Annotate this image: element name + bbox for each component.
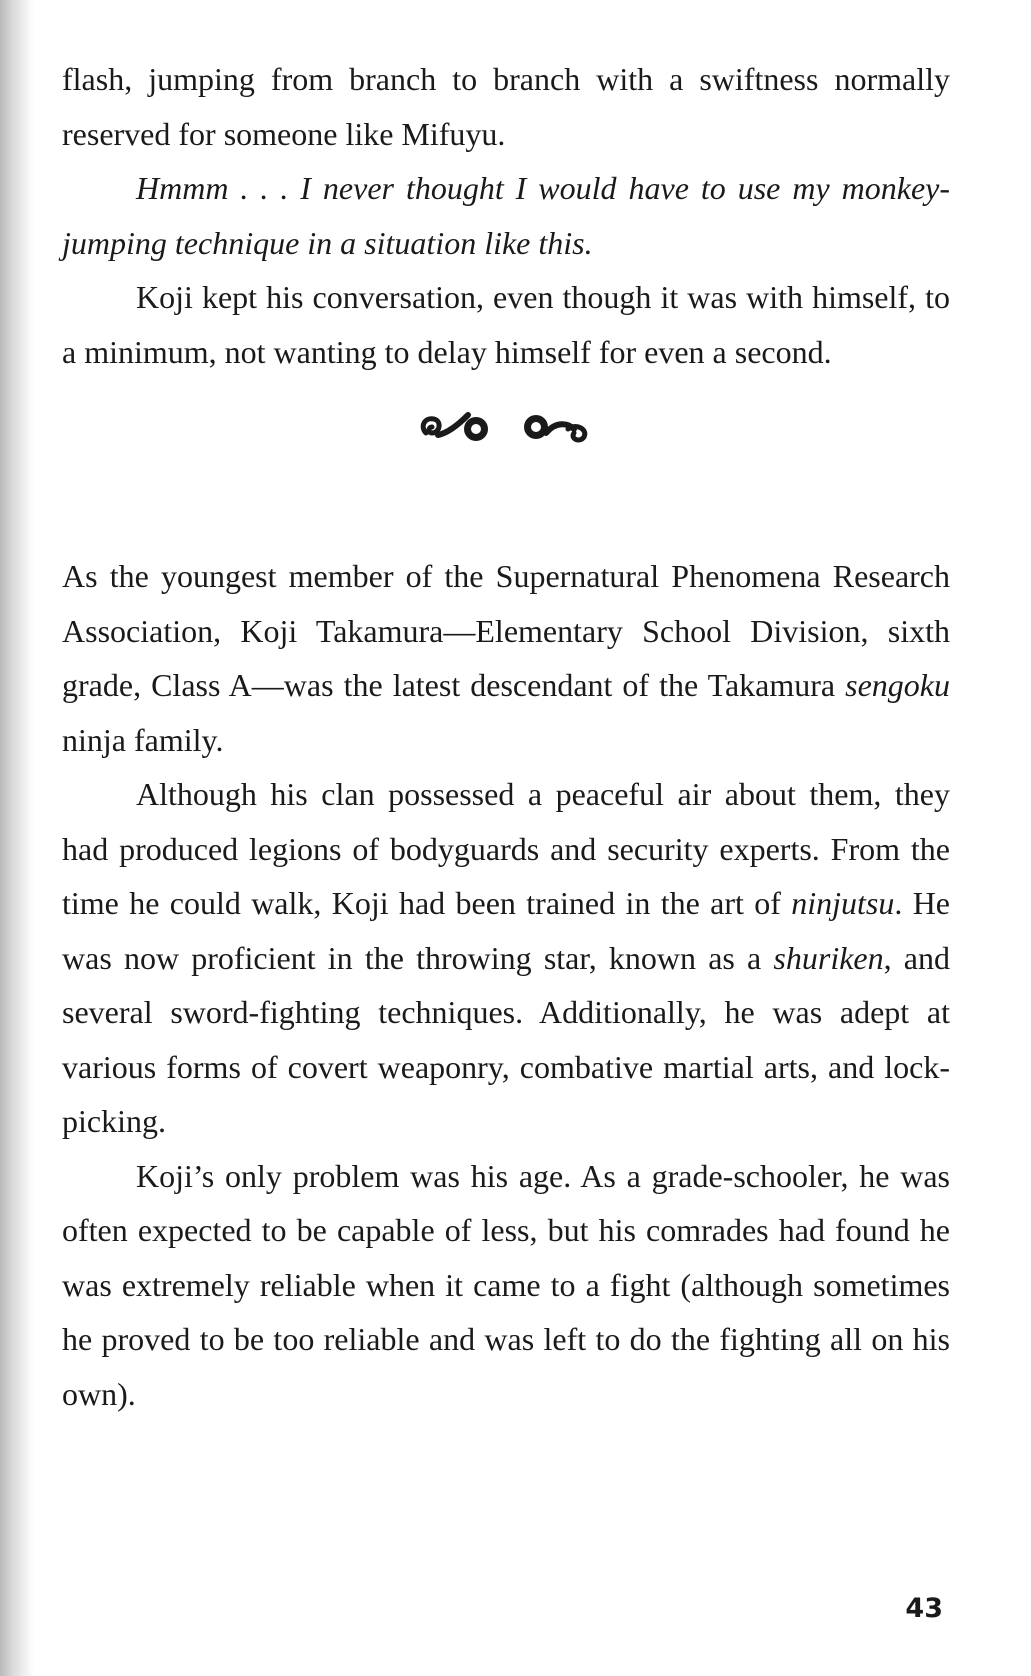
paragraph-text: Hmmm . . . I never thought I would have to use my monkey-jumping technique in a situation like this.	[62, 170, 950, 261]
paragraph-text: As the youngest member of the Supernatural Phenomena Research Association, Koji Takamura—Elementary School Division, sixth grade, Class A—was the latest descendant of the Takamura	[62, 558, 950, 703]
paragraph-clan	[62, 767, 950, 1149]
book-page	[62, 52, 950, 1421]
page-number: 43	[905, 1593, 943, 1624]
paragraph-text: flash, jumping from branch to branch with a swiftness normally reserved for someone like Mifuyu.	[62, 61, 950, 152]
paragraph-youngest-member	[62, 549, 950, 767]
italic-term-shuriken: shuriken	[773, 939, 884, 976]
paragraph-text: , and several sword-fighting techniques. Additionally, he was adept at various forms of covert weaponry, combative martial arts, and lock-picking.	[62, 939, 951, 1139]
paragraph-conversation	[62, 270, 950, 379]
scroll-flourish-icon	[418, 407, 594, 447]
paragraph-text: Koji kept his conversation, even though it was with himself, to a minimum, not wanting to delay himself for even a second.	[62, 279, 950, 370]
italic-term-ninjutsu: ninjutsu	[791, 885, 895, 921]
paragraph-age-problem	[62, 1149, 950, 1422]
binding-gutter-shadow	[0, 0, 34, 1676]
italic-term-sengoku: sengoku	[845, 667, 950, 703]
paragraph-text: Although his clan possessed a peaceful air about them, they had produced legions of bodyguards and security experts. From the time he could walk, Koji had been trained in the art of	[62, 776, 950, 921]
paragraph-text: . He was now proficient in the throwing star, known as a	[62, 885, 951, 976]
section-break-ornament	[62, 379, 950, 495]
paragraph-thought	[62, 161, 950, 270]
paragraph-flash	[62, 52, 950, 161]
paragraph-text: ninja family.	[62, 721, 224, 758]
paragraph-text: Koji’s only problem was his age. As a grade-schooler, he was often expected to be capable of less, but his comrades had found he was extremely reliable when it came to a fight (although sometimes he proved to be too reliable and was left to do the fighting all on his own).	[62, 1157, 950, 1412]
